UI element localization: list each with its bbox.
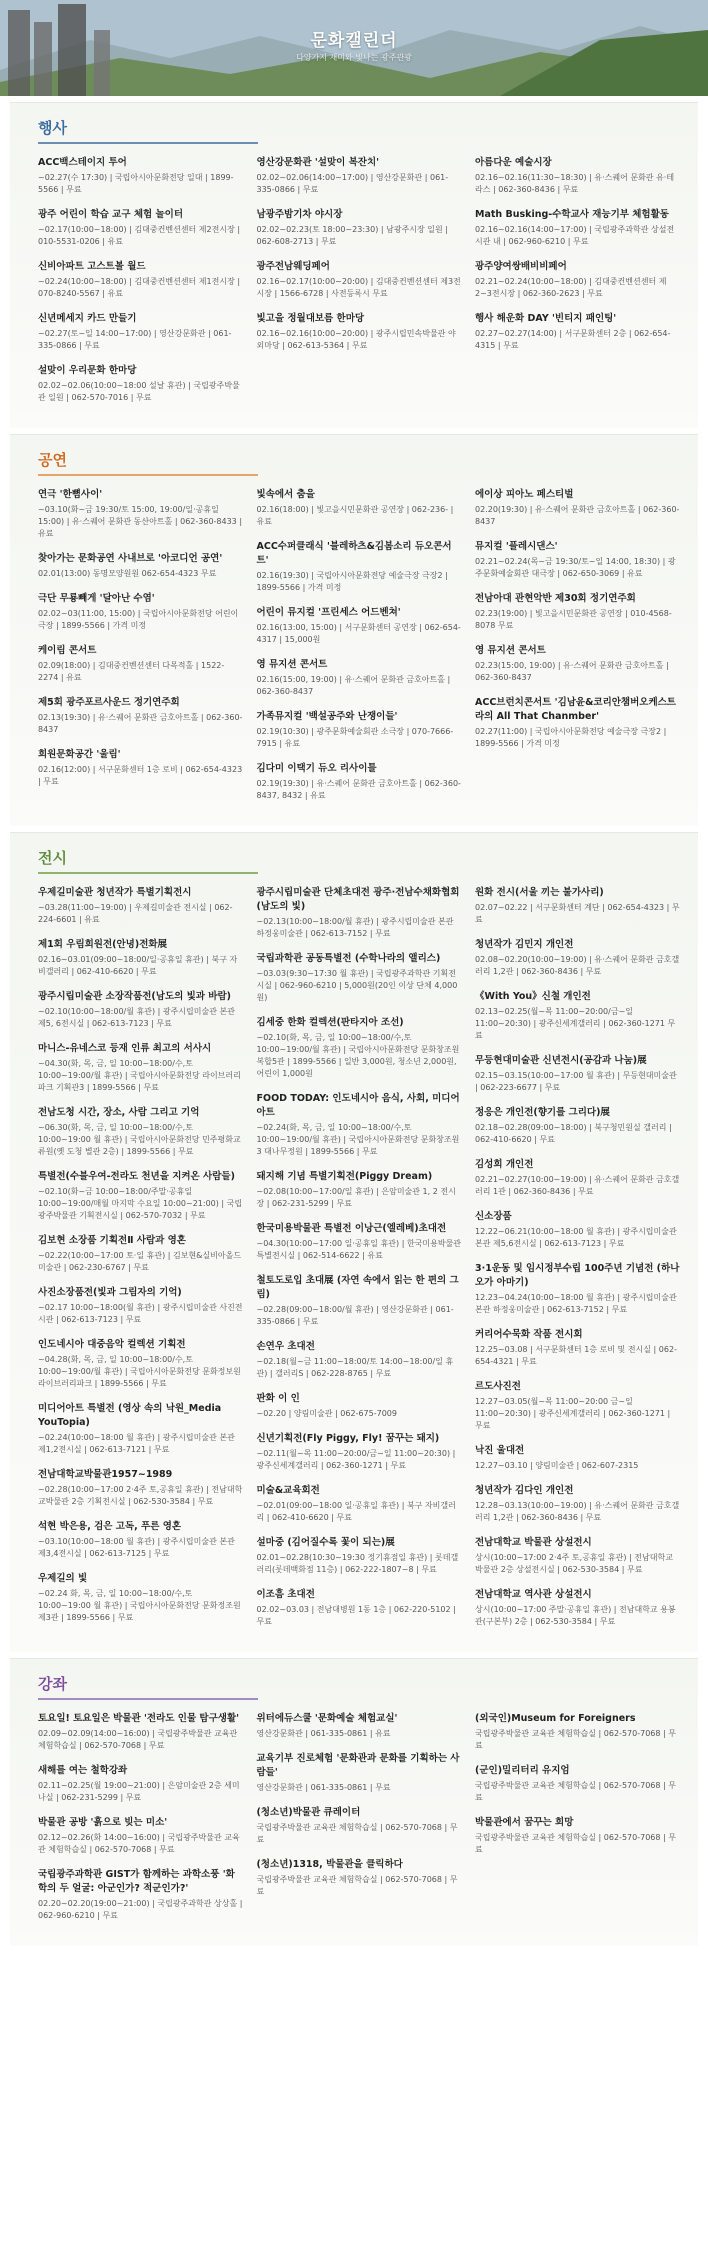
event-title: 3·1운동 및 임시정부수립 100주년 기념전 (하나오가 아마기) — [475, 1263, 680, 1288]
event-item — [475, 1054, 680, 1094]
event-title: 르도사진전 — [475, 1381, 521, 1392]
event-details: 02.27(11:00) | 국립아시아문화전당 예술극장 극장2 | 1899-5566 | 가격 미정 — [475, 727, 667, 748]
event-title: 어린이 뮤지컬 '프린세스 어드벤쳐' — [256, 607, 401, 618]
event-details: 12.28~03.13(10:00~19:00) | 유·스퀘어 문화관 금호갤러리 1,2관 | 062-360-8436 | 무료 — [475, 1501, 680, 1522]
event-title: 한국미용박물관 특별전 이낭근(엘레베)초대전 — [256, 1223, 447, 1234]
event-title: 남광주밤기차 야시장 — [256, 209, 343, 220]
event-item — [475, 1158, 680, 1198]
event-item — [257, 260, 462, 300]
event-title: 희원문화공간 '울림' — [38, 749, 121, 760]
event-item — [475, 208, 680, 248]
event-title: 전남아대 관현악반 제30회 정기연주회 — [475, 593, 636, 604]
event-item — [38, 488, 243, 540]
event-title: (청소년)박물관 큐레이터 — [256, 1807, 361, 1818]
event-item — [38, 644, 243, 684]
event-details: ~04.28(화, 목, 금, 일 10:00~18:00/수,토 10:00~19:00/월 휴관) | 국립아시아문화전당 문화정보원 라이브러리파크 | 1899-5566 | 무료 — [38, 1355, 241, 1388]
event-item — [475, 1106, 680, 1146]
event-item — [38, 592, 243, 632]
event-title: 극단 무룡빼게 '달아난 수염' — [38, 593, 155, 604]
event-item — [257, 1484, 462, 1524]
event-title: 전남대학교박물관1957~1989 — [38, 1469, 173, 1480]
event-title: 김성희 개인전 — [475, 1159, 534, 1170]
event-title: 영 뮤지션 콘서트 — [256, 659, 328, 670]
event-title: 전남대학교 박물관 상설전시 — [475, 1537, 592, 1548]
section-columns — [38, 886, 680, 1640]
event-details: ~02.01(09:00~18:00 일·공휴일 휴관) | 북구 자비갤러리 | 062-410-6620 | 무료 — [256, 1501, 456, 1522]
event-details: ~02.22(10:00~17:00 토·일 휴관) | 김보현&실비아올드 미술관 | 062-230-6767 | 무료 — [38, 1251, 242, 1272]
event-item — [38, 1286, 243, 1326]
event-item — [475, 1328, 680, 1368]
section-title: 강좌 — [38, 1673, 258, 1700]
section-title: 공연 — [38, 449, 258, 476]
column-1 — [38, 1712, 243, 1934]
event-item — [38, 156, 243, 196]
event-details: 02.08~02.20(10:00~19:00) | 유·스퀘어 문화관 금호갤러리 1,2관 | 062-360-8436 | 무료 — [475, 955, 680, 976]
event-title: 전남대학교 역사관 상설전시 — [475, 1589, 592, 1600]
event-title: 위터에듀스쿨 '문화예술 체험교실' — [256, 1713, 398, 1724]
event-item — [257, 1016, 462, 1080]
event-details: 02.20~02.20(19:00~21:00) | 국립광주과학관 상상홀 | 062-960-6210 | 무료 — [38, 1899, 243, 1920]
event-title: 돼지해 기념 특별기획전(Piggy Dream) — [256, 1171, 433, 1182]
event-item — [257, 1752, 462, 1794]
event-item — [257, 1222, 462, 1262]
event-item — [257, 658, 462, 698]
event-details: ~04.30(10:00~17:00 일·공휴일 휴관) | 한국미용박물관 특별전시실 | 062-514-6622 | 유료 — [256, 1239, 462, 1260]
event-details: 02.19(10:30) | 광주문화예술회관 소극장 | 070-7666-7915 | 유료 — [256, 727, 454, 748]
event-title: 영 뮤지션 콘서트 — [475, 645, 546, 656]
event-item — [38, 312, 243, 352]
event-item — [257, 488, 462, 528]
event-details: ~02.17(10:00~18:00) | 김대중컨벤션센터 제2전시장 | 010-5531-0206 | 유료 — [38, 225, 241, 246]
event-title: 제5회 광주포르사운드 정기연주회 — [38, 697, 180, 708]
event-item — [257, 540, 462, 594]
event-details: ~02.24(10:00~18:00) | 김대중컨벤션센터 제1전시장 | 070-8240-5567 | 유료 — [38, 277, 241, 298]
event-item — [38, 260, 243, 300]
event-details: ~02.10(화~금 10:00~18:00/주말·공휴일 10:00~19:00/매월 마지막 수요일 10:00~21:00) | 국립광주박물관 기획전시실 | 062-570-7032 | 무료 — [38, 1187, 243, 1220]
event-details: 02.01(13:00) 동명모양원원 062-654-4323 무료 — [38, 569, 217, 578]
event-details: 02.18~02.28(09:00~18:00) | 북구청민원실 갤러리 | 062-410-6620 | 무료 — [475, 1123, 672, 1144]
event-item — [38, 990, 243, 1030]
event-details: 02.23(15:00, 19:00) | 유·스퀘어 문화관 금호아트홀 | 062-360-8437 — [475, 661, 669, 682]
event-title: 빛고을 정월대보름 한마당 — [256, 313, 365, 324]
event-details: ~02.27(토~일 14:00~17:00) | 영산강문화관 | 061-335-0866 | 무료 — [38, 329, 232, 350]
event-title: 빛속에서 춤을 — [256, 489, 315, 500]
event-title: 광주전남웨딩페어 — [256, 261, 330, 272]
event-details: 02.27~02.27(14:00) | 서구문화센터 2층 | 062-654-4315 | 무료 — [475, 329, 671, 350]
event-item — [475, 312, 680, 352]
event-title: 우제길의 빛 — [38, 1573, 88, 1584]
event-title: 손연우 초대전 — [256, 1341, 315, 1352]
column-2 — [257, 488, 462, 814]
event-item — [38, 1402, 243, 1456]
event-details: 02.02~02.23(토 18:00~23:30) | 남광주시장 일원 | 062-608-2713 | 무료 — [256, 225, 448, 246]
event-title: 설맞이 우리문화 한마당 — [38, 365, 137, 376]
event-item — [257, 710, 462, 750]
event-title: 석현 박은용, 검은 고독, 푸른 영혼 — [38, 1521, 182, 1532]
event-item — [475, 260, 680, 300]
event-details: 02.09(18:00) | 김대중컨벤션센터 다목적홀 | 1522-2274 | 유료 — [38, 661, 225, 682]
event-details: 국립광주박물관 교육관 체험학습실 | 062-570-7068 | 무료 — [475, 1833, 676, 1854]
event-title: (청소년)1318, 박물관을 클릭하다 — [256, 1859, 403, 1870]
event-details: ~02.10(화, 목, 금, 일 10:00~18:00/수,토 10:00~19:00/월 휴관) | 국립아시아문화전당 문화창조원 복합5관 | 1899-5566 | 일반 3,000원, 청소년 2,000원, 어린이 1,000원 — [256, 1033, 460, 1078]
event-item — [475, 696, 680, 750]
event-title: 낙진 울대전 — [475, 1445, 525, 1456]
event-details: 12.27~03.10 | 양림미술관 | 062-607-2315 — [475, 1461, 639, 1470]
event-details: ~02.24 화, 목, 금, 일 10:00~18:00/수,토 10:00~19:00 월 휴관) | 국립아시아문화전당 문화정조원 제3관 | 1899-5566 | 무료 — [38, 1589, 241, 1622]
event-item — [257, 1858, 462, 1898]
page-title: 문화캘린더 — [310, 31, 398, 51]
event-item — [38, 1338, 243, 1390]
section-columns — [38, 488, 680, 814]
event-item — [475, 1484, 680, 1524]
event-item — [38, 886, 243, 926]
event-title: 광주시립미술관 소장작품전(남도의 빛과 바람) — [38, 991, 231, 1002]
event-title: 김보현 소장품 기획전Ⅱ 사람과 영혼 — [38, 1235, 186, 1246]
column-2 — [257, 156, 462, 416]
event-title: 전남도청 시간, 장소, 사람 그리고 기억 — [38, 1107, 200, 1118]
event-title: 새해를 여는 철학강좌 — [38, 1765, 128, 1776]
event-title: 신년메세지 카드 만들기 — [38, 313, 137, 324]
event-details: 02.21~02.24(목~금 19:30/토~일 14:00, 18:30) | 광주문화예술회관 대극장 | 062-650-3069 | 유료 — [475, 557, 676, 578]
event-title: 신비아파트 고스트볼 월드 — [38, 261, 146, 272]
event-details: 02.02~03(11:00, 15:00) | 국립아시아문화전당 어린이극장 | 1899-5566 | 가격 미정 — [38, 609, 239, 630]
event-title: 교육기부 진로체험 '문화관과 문화를 기획하는 사람들' — [256, 1753, 460, 1778]
event-item — [475, 1588, 680, 1628]
event-item — [257, 1806, 462, 1846]
event-title: 뮤지컬 '플레시댄스' — [475, 541, 558, 552]
event-title: (군인)밀리터리 유지엄 — [475, 1765, 570, 1776]
event-title: 《With You》신철 개인전 — [475, 991, 591, 1002]
event-item — [475, 1536, 680, 1576]
event-title: 정응은 개인전(향기를 그리다)展 — [475, 1107, 610, 1118]
event-details: 12.23~04.24(10:00~18:00 월 휴관) | 광주시립미술관 본관 하정웅미술관 | 062-613-7152 | 무료 — [475, 1293, 677, 1314]
event-item — [257, 1274, 462, 1328]
event-title: 미술&교육회전 — [256, 1485, 320, 1496]
event-title: ACC백스테이지 투어 — [38, 157, 127, 168]
event-details: 02.16(13:00, 15:00) | 서구문화센터 공연장 | 062-654-4317 | 15,000원 — [256, 623, 461, 644]
event-details: 국립광주박물관 교육관 체험학습실 | 062-570-7068 | 무료 — [475, 1781, 676, 1802]
event-title: 철토도로입 초대展 (자연 속에서 읽는 한 편의 그림) — [256, 1275, 459, 1300]
event-title: FOOD TODAY: 인도네시아 음식, 사회, 미디어아트 — [256, 1093, 460, 1118]
event-title: 박물관 공방 '흙으로 빚는 미소' — [38, 1817, 168, 1828]
event-details: 상시(10:00~17:00 2·4주 토,공휴일 휴관) | 전남대학교 박물관 2층 상설전시실 | 062-530-3584 | 무료 — [475, 1553, 673, 1574]
event-details: 12.22~06.21(10:00~18:00 월 휴관) | 광주시립미술관 본관 제5,6전시실 | 062-613-7123 | 무료 — [475, 1227, 677, 1248]
column-1 — [38, 156, 243, 416]
event-item — [38, 364, 243, 404]
event-title: 연극 '한뼘사이' — [38, 489, 103, 500]
event-title: 사진소장품전(빛과 그림자의 기억) — [38, 1287, 182, 1298]
event-details: ~02.17 10:00~18:00(월 휴관) | 광주시립미술관 사진전시관 | 062-613-7123 | 무료 — [38, 1303, 243, 1324]
event-title: 청년작가 김민지 개인전 — [475, 939, 574, 950]
event-details: ~06.30(화, 목, 금, 일 10:00~18:00/수,토 10:00~19:00 월 휴관) | 국립아시아문화전당 민주평화교류원(옛 도청 별관 2층) | 1899-5566 | 무료 — [38, 1123, 241, 1156]
event-item — [475, 644, 680, 684]
event-details: 02.16~02.17(10:00~20:00) | 김대중컨벤션센터 제3전시장 | 1566-6728 | 사전등록시 무료 — [256, 277, 461, 298]
event-title: 신년기획전(Fly Piggy, Fly! 꿈꾸는 돼지) — [256, 1433, 440, 1444]
event-details: 02.13(19:30) | 유·스퀘어 문화관 금호아트홀 | 062-360-8437 — [38, 713, 243, 734]
event-item — [257, 1340, 462, 1380]
column-3 — [475, 156, 680, 416]
event-title: 아름다운 예술시장 — [475, 157, 552, 168]
event-item — [38, 1572, 243, 1624]
event-item — [475, 488, 680, 528]
event-details: 02.09~02.09(14:00~16:00) | 국립광주박물관 교육관 체험학습실 | 062-570-7068 | 무료 — [38, 1729, 238, 1750]
event-title: 커리어수묵화 작품 전시회 — [475, 1329, 583, 1340]
event-details: 02.15~03.15(10:00~17:00 월 휴관) | 무등현대미술관 | 062-223-6677 | 무료 — [475, 1071, 677, 1092]
event-title: 영산강문화관 '설맞이 복잔치' — [256, 157, 380, 168]
event-details: ~02.08(10:00~17:00/일 휴관) | 은암미술관 1, 2 전시장 | 062-231-5299 | 무료 — [256, 1187, 456, 1208]
event-details: ~03.28(11:00~19:00) | 우제길미술관 전시실 | 062-224-6601 | 유료 — [38, 903, 233, 924]
event-item — [257, 1588, 462, 1628]
event-title: 가족뮤지컬 '백설공주와 난쟁이들' — [256, 711, 398, 722]
event-title: 행사 해운화 DAY '빈티지 패인팅' — [475, 313, 617, 324]
event-item — [475, 990, 680, 1042]
event-title: 김다미 이택기 듀오 리사이틀 — [256, 763, 377, 774]
column-1 — [38, 886, 243, 1640]
page-subtitle: 다양가지 재미와 빛나는 광주관광 — [296, 53, 412, 62]
column-3 — [475, 488, 680, 814]
event-item — [257, 606, 462, 646]
event-details: 02.16~02.16(11:30~18:30) | 유·스퀘어 문화관 유·테라스 | 062-360-8436 | 무료 — [475, 173, 675, 194]
event-title: 설마중 (김어질수록 꽃이 되는)展 — [256, 1537, 395, 1548]
event-details: 02.16(18:00) | 빛고을시민문화관 공연장 | 062-236- | 유료 — [256, 505, 454, 526]
section-events — [10, 102, 698, 428]
event-item — [257, 1432, 462, 1472]
event-item — [38, 1764, 243, 1804]
section-title: 행사 — [38, 117, 258, 144]
event-details: ~02.20 | 양림미술관 | 062-675-7009 — [256, 1409, 397, 1418]
section-title: 전시 — [38, 847, 258, 874]
event-title: 김세중 한화 컬렉션(판타지아 조선) — [256, 1017, 404, 1028]
event-details: 02.23(19:00) | 빛고을시민문화관 공연장 | 010-4568-8078 무료 — [475, 609, 672, 630]
section-columns — [38, 156, 680, 416]
event-item — [38, 1468, 243, 1508]
event-item — [475, 156, 680, 196]
event-details: ~02.24(화, 목, 금, 일 10:00~18:00/수,토 10:00~19:00/월 휴관) | 국립아시아문화전당 문화창조원3 대나무정원 | 1899-5566 | 무료 — [256, 1123, 460, 1156]
event-item — [475, 1210, 680, 1250]
column-2 — [257, 886, 462, 1640]
event-item — [38, 1816, 243, 1856]
event-details: 02.02~03.03 | 전남대병원 1동 1층 | 062-220-5102 | 무료 — [256, 1605, 456, 1626]
event-item — [475, 1712, 680, 1752]
event-title: 토요일! 토요일은 박물관 '전라도 인물 탐구생활' — [38, 1713, 240, 1724]
event-details: 02.01~02.28(10:30~19:30 정기휴점일 휴관) | 롯데갤러리(롯데백화점 11층) | 062-222-1807~8 | 무료 — [256, 1553, 459, 1574]
event-title: Math Busking-수학교사 재능기부 체험활동 — [475, 209, 669, 220]
event-item — [257, 1712, 462, 1740]
event-item — [475, 886, 680, 926]
event-details: 02.16(15:00, 19:00) | 유·스퀘어 문화관 금호아트홀 | 062-360-8437 — [256, 675, 451, 696]
event-item — [475, 1262, 680, 1316]
event-item — [257, 762, 462, 802]
event-item — [38, 748, 243, 788]
event-item — [475, 1764, 680, 1804]
event-title: 인도네시아 대중음악 컬렉션 기획전 — [38, 1339, 186, 1350]
event-item — [38, 938, 243, 978]
event-item — [38, 208, 243, 248]
event-details: ~02.11(월~목 11:00~20:00/금~일 11:00~20:30) | 광주신세계갤러리 | 062-360-1271 | 무료 — [256, 1449, 456, 1470]
event-item — [475, 1444, 680, 1472]
event-details: 국립광주박물관 교육관 체험학습실 | 062-570-7068 | 무료 — [256, 1875, 458, 1896]
event-title: 특별전(수블우여-전라도 천년을 지켜온 사람들) — [38, 1171, 235, 1182]
event-details: ~02.10(10:00~18:00/월 휴관) | 광주시립미술관 본관 제5, 6전시실 | 062-613-7123 | 무료 — [38, 1007, 235, 1028]
event-details: ~03.10(10:00~18:00 월 휴관) | 광주시립미술관 본관 제3,4전시실 | 062-613-7125 | 무료 — [38, 1537, 235, 1558]
event-details: 02.16(12:00) | 서구문화센터 1층 로비 | 062-654-4323 | 무료 — [38, 765, 243, 786]
event-item — [38, 1042, 243, 1094]
event-title: ACC수퍼클래식 '블레하츠&김봄소리 듀오콘서트' — [256, 541, 452, 566]
event-details: 02.02~02.06(14:00~17:00) | 영산강문화관 | 061-335-0866 | 무료 — [256, 173, 449, 194]
event-details: 02.16~02.16(10:00~20:00) | 광주시립민속박물관 야외마당 | 062-613-5364 | 무료 — [256, 329, 456, 350]
event-details: 국립광주박물관 교육관 체험학습실 | 062-570-7068 | 무료 — [475, 1729, 676, 1750]
event-title: 원화 전시(서울 끼는 불가사리) — [475, 887, 604, 898]
event-title: 미디어아트 특별전 (영상 속의 낙원_Media YouTopia) — [38, 1403, 222, 1428]
event-title: 케이림 콘서트 — [38, 645, 97, 656]
section-performances — [10, 434, 698, 826]
event-details: 영산강문화관 | 061-335-0861 | 유료 — [256, 1729, 391, 1738]
event-details: 02.20(19:30) | 유·스퀘어 문화관 금호아트홀 | 062-360-8437 — [475, 505, 680, 526]
event-details: 02.16~02.16(14:00~17:00) | 국립광주과학관 상설전시관 내 | 062-960-6210 | 무료 — [475, 225, 675, 246]
event-details: 02.07~02.22 | 서구문화센터 계단 | 062-654-4323 | 무료 — [475, 903, 680, 924]
event-details: ~02.27(수 17:30) | 국립아시아문화전당 일대 | 1899-5566 | 무료 — [38, 173, 234, 194]
hero-banner — [0, 0, 708, 96]
event-item — [475, 1380, 680, 1432]
event-item — [38, 552, 243, 580]
event-item — [257, 886, 462, 940]
event-details: 02.02~02.06(10:00~18:00 설날 휴관) | 국립광주박물관 일원 | 062-570-7016 | 무료 — [38, 381, 240, 402]
event-item — [38, 1868, 243, 1922]
event-item — [38, 1520, 243, 1560]
event-details: 02.13~02.25(월~목 11:00~20:00/금~일 11:00~20:30) | 광주신세계갤러리 | 062-360-1271 무료 — [475, 1007, 676, 1040]
event-item — [257, 1092, 462, 1158]
event-details: 02.12~02.26(화 14:00~16:00) | 국립광주박물관 교육관 체험학습실 | 062-570-7068 | 무료 — [38, 1833, 240, 1854]
event-title: 광주시립미술관 단체초대전 광주·전남수채화협회(남도의 빛) — [256, 887, 460, 912]
event-details: 02.16(19:30) | 국립아시아문화전당 예술극장 극장2 | 1899-5566 | 가격 미정 — [256, 571, 448, 592]
section-columns — [38, 1712, 680, 1934]
event-item — [257, 1392, 462, 1420]
event-item — [257, 1536, 462, 1576]
column-3 — [475, 1712, 680, 1934]
event-details: 02.19(19:30) | 유·스퀘어 문화관 금호아트홀 | 062-360-8437, 8432 | 유료 — [256, 779, 461, 800]
event-item — [475, 592, 680, 632]
event-details: ~02.28(09:00~18:00/월 휴관) | 영산강문화관 | 061-335-0866 | 무료 — [256, 1305, 454, 1326]
event-details: 02.11~02.25(월 19:00~21:00) | 은암미술관 2층 세미나실 | 062-231-5299 | 무료 — [38, 1781, 240, 1802]
event-details: 02.16~03.01(09:00~18:00/일·공휴일 휴관) | 북구 자비갤러리 | 062-410-6620 | 무료 — [38, 955, 238, 976]
event-details: 02.21~02.24(10:00~18:00) | 김대중컨벤션센터 제2~3전시장 | 062-360-2623 | 무료 — [475, 277, 667, 298]
event-title: 청년작가 김다인 개인전 — [475, 1485, 574, 1496]
event-title: 판화 이 인 — [256, 1393, 300, 1404]
event-details: ~04.30(화, 목, 금, 일 10:00~18:00/수,토 10:00~19:00/월 휴관) | 국립아시아문화전당 라이브러리파크 기획관3 | 1899-5566 | 무료 — [38, 1059, 241, 1092]
event-title: 찾아가는 문화공연 사내브로 '아코디언 공연' — [38, 553, 223, 564]
event-details: ~02.18(월~금 11:00~18:00/토 14:00~18:00/일 휴관) | 갤러리S | 062-228-8765 | 무료 — [256, 1357, 454, 1378]
event-title: 광주양여쌍배비비페어 — [475, 261, 567, 272]
event-details: 12.25~03.08 | 서구문화센터 1층 로비 및 전시실 | 062-654-4321 | 무료 — [475, 1345, 677, 1366]
event-title: ACC브런치콘서트 '김남윤&코리안챔버오케스트라의 All That Chanmber' — [475, 697, 676, 722]
event-details: ~03.03(9:30~17:30 월 휴관) | 국립광주과학관 기획전시실 | 062-960-6210 | 5,000원(20인 이상 단체 4,000원) — [256, 969, 458, 1002]
sections-container — [0, 102, 708, 1946]
event-item — [38, 1234, 243, 1274]
event-title: 에이상 피아노 페스티벌 — [475, 489, 574, 500]
event-item — [38, 696, 243, 736]
event-item — [38, 1106, 243, 1158]
event-details: 02.21~02.27(10:00~19:00) | 유·스퀘어 문화관 금호갤러리 1관 | 062-360-8436 | 무료 — [475, 1175, 680, 1196]
event-details: 국립광주박물관 교육관 체험학습실 | 062-570-7068 | 무료 — [256, 1823, 458, 1844]
event-details: ~03.10(화~금 19:30/토 15:00, 19:00/일·공휴일 15:00) | 유·스퀘어 문화관 동산아트홀 | 062-360-8433 | 유료 — [38, 505, 243, 538]
column-1 — [38, 488, 243, 814]
event-item — [475, 1816, 680, 1856]
event-title: 국립광주과학관 GIST가 함께하는 과학소풍 '화학의 두 얼굴: 아군인가? 적군인가?' — [38, 1869, 235, 1894]
event-item — [38, 1712, 243, 1752]
event-details: ~02.13(10:00~18:00/월 휴관) | 광주시립미술관 본관 하정웅미술관 | 062-613-7152 | 무료 — [256, 917, 454, 938]
event-details: 상시(10:00~17:00 주말·공휴일 휴관) | 전남대학교 용봉관(구본부) 2층 | 062-530-3584 | 무료 — [475, 1605, 676, 1626]
event-item — [475, 938, 680, 978]
event-title: 광주 어린이 학습 교구 체험 놀이터 — [38, 209, 184, 220]
event-title: 무등현대미술관 신년전시(공감과 나눔)展 — [475, 1055, 647, 1066]
section-lectures — [10, 1658, 698, 1946]
event-title: 우제길미술관 청년작가 특별기획전시 — [38, 887, 192, 898]
event-item — [257, 312, 462, 352]
event-item — [257, 1170, 462, 1210]
event-item — [38, 1170, 243, 1222]
event-item — [257, 952, 462, 1004]
event-title: 박물관에서 꿈꾸는 희망 — [475, 1817, 574, 1828]
event-title: (외국인)Museum for Foreigners — [475, 1713, 636, 1724]
event-item — [257, 156, 462, 196]
event-details: 12.27~03.05(월~목 11:00~20:00 금~일 11:00~20:30) | 광주신세계갤러리 | 062-360-1271 | 무료 — [475, 1397, 671, 1430]
column-3 — [475, 886, 680, 1640]
event-title: 이조흠 초대전 — [256, 1589, 315, 1600]
event-details: ~02.24(10:00~18:00 월 휴관) | 광주시립미술관 본관 제1,2전시실 | 062-613-7121 | 무료 — [38, 1433, 235, 1454]
event-title: 마니스-유네스코 등재 인류 최고의 서사시 — [38, 1043, 212, 1054]
event-details: ~02.28(10:00~17:00 2·4주 토,공휴일 휴관) | 전남대학교박물관 2층 기획전시실 | 062-530-3584 | 무료 — [38, 1485, 243, 1506]
event-title: 제1회 우림희원전(안녕)전화展 — [38, 939, 168, 950]
event-item — [475, 540, 680, 580]
event-item — [257, 208, 462, 248]
event-details: 영산강문화관 | 061-335-0861 | 무료 — [256, 1783, 391, 1792]
event-title: 신소장품 — [475, 1211, 512, 1222]
event-title: 국립과학관 공동특별전 (수학나라의 앨리스) — [256, 953, 441, 964]
section-exhibitions — [10, 832, 698, 1652]
column-2 — [257, 1712, 462, 1934]
